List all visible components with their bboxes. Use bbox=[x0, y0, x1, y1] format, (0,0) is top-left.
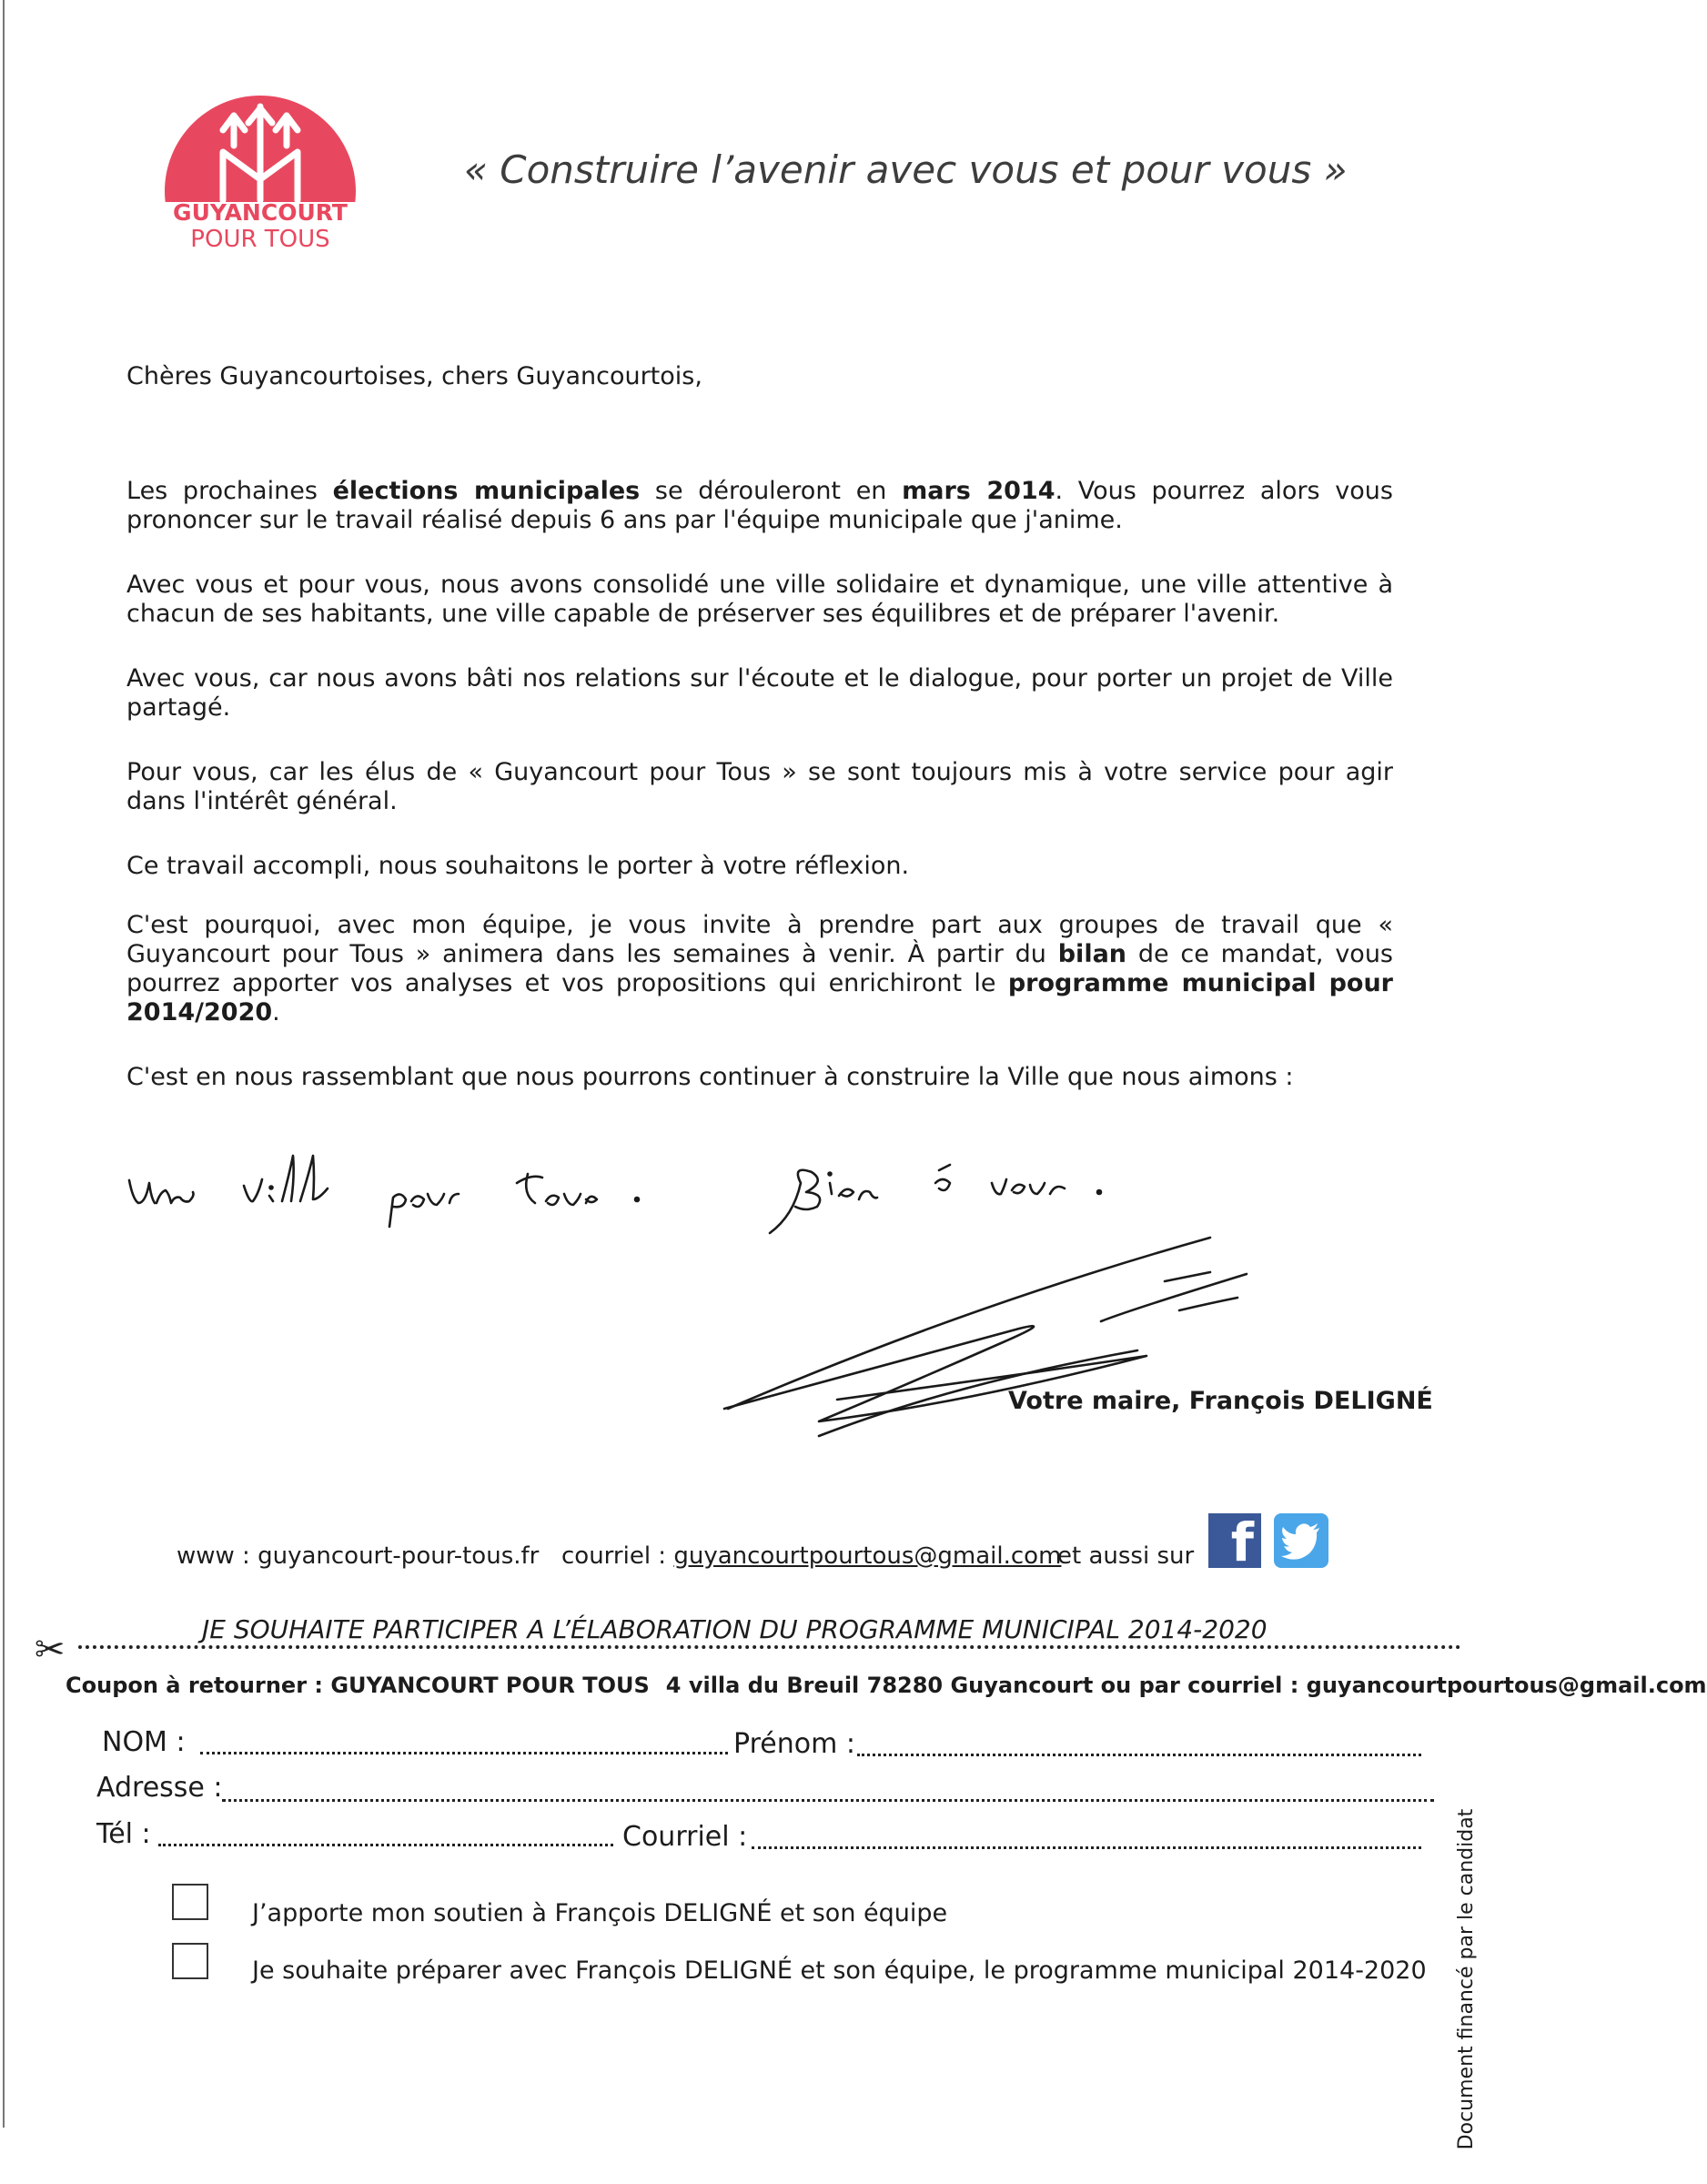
cut-line bbox=[78, 1645, 1461, 1649]
tel-label: Tél : bbox=[96, 1818, 151, 1850]
support-checkbox[interactable] bbox=[172, 1884, 208, 1920]
slogan: « Construire l’avenir avec vous et pour vous » bbox=[464, 147, 1348, 192]
side-note-financing: Document financé par le candidat bbox=[1455, 1808, 1478, 2150]
facebook-icon[interactable]: f bbox=[1208, 1513, 1261, 1568]
nom-field[interactable] bbox=[200, 1752, 728, 1754]
paragraph-1: Les prochaines élections municipales se dérouleront en mars 2014. Vous pourrez alors vous prononcer sur le travail réalisé depuis 6 ans par l'équipe municipale que j'anime. bbox=[126, 477, 1393, 534]
coupon-title: JE SOUHAITE PARTICIPER A L’ÉLABORATION DU PROGRAMME MUNICIPAL 2014-2020 bbox=[202, 1614, 1268, 1644]
paragraph-5: Ce travail accompli, nous souhaitons le porter à votre réflexion. bbox=[126, 852, 910, 880]
email-label: courriel : bbox=[561, 1542, 674, 1570]
paragraph-6: C'est pourquoi, avec mon équipe, je vous invite à prendre part aux groupes de travail que « Guyancourt pour Tous » animera dans les semaines à venir. À partir du bilan de ce mandat, vous pourrez apporter vos analyses et vos propositions qui enrichiront le programme municipal pour 2014/2020. bbox=[126, 911, 1394, 1026]
adresse-field[interactable] bbox=[222, 1799, 1434, 1802]
greeting: Chères Guyancourtoises, chers Guyancourtois, bbox=[126, 362, 702, 390]
paragraph-3: Avec vous, car nous avons bâti nos relations sur l'écoute et le dialogue, pour porter un projet de Ville partagé. bbox=[126, 664, 1393, 722]
prepare-checkbox-label: Je souhaite préparer avec François DELIGNÉ et son équipe, le programme municipal 2014-2020 bbox=[252, 1956, 1427, 1985]
paragraph-4: Pour vous, car les élus de « Guyancourt pour Tous » se sont toujours mis à votre service pour agir dans l'intérêt général. bbox=[126, 758, 1393, 815]
email-text bbox=[561, 1542, 1061, 1570]
prenom-label: Prénom : bbox=[733, 1728, 855, 1760]
tel-field[interactable] bbox=[158, 1844, 613, 1846]
support-checkbox-label: J’apporte mon soutien à François DELIGNÉ et son équipe bbox=[252, 1899, 948, 1927]
email-link[interactable]: guyancourtpourtous@gmail.com bbox=[673, 1542, 1062, 1570]
courriel-label: Courriel : bbox=[622, 1821, 748, 1853]
coupon-return-info bbox=[66, 1673, 1707, 1698]
return-label: Coupon à retourner : GUYANCOURT POUR TOUS bbox=[66, 1673, 650, 1698]
paragraph-2: Avec vous et pour vous, nous avons consolidé une ville solidaire et dynamique, une ville attentive à chacun de ses habitants, une ville capable de préserver ses équilibres et de préparer l'avenir. bbox=[126, 571, 1393, 628]
courriel-field[interactable] bbox=[752, 1846, 1421, 1849]
scissors-icon: ✂ bbox=[35, 1629, 66, 1671]
return-address: 4 villa du Breuil 78280 Guyancourt ou par courriel : guyancourtpourtous@gmail.com bbox=[665, 1673, 1707, 1698]
logo-text-line1: GUYANCOURT bbox=[173, 199, 348, 226]
logo-text-line2: POUR TOUS bbox=[190, 226, 330, 253]
website-text[interactable]: www : guyancourt-pour-tous.fr bbox=[177, 1542, 540, 1570]
prenom-field[interactable] bbox=[857, 1754, 1421, 1756]
prepare-checkbox[interactable] bbox=[172, 1943, 208, 1979]
adresse-label: Adresse : bbox=[96, 1772, 223, 1804]
signature-label: Votre maire, François DELIGNÉ bbox=[1008, 1387, 1433, 1415]
social-label: et aussi sur bbox=[1057, 1542, 1195, 1570]
twitter-icon[interactable] bbox=[1274, 1513, 1328, 1568]
paragraph-7: C'est en nous rassemblant que nous pourrons continuer à construire la Ville que nous aimons : bbox=[126, 1063, 1294, 1091]
nom-label: NOM : bbox=[102, 1726, 186, 1758]
